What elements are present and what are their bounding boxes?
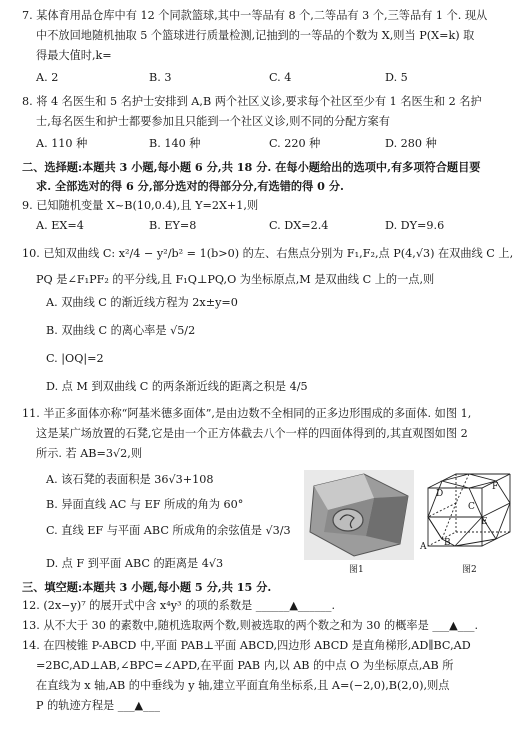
q7-option-b: B. 3 xyxy=(149,71,172,84)
q9-option-c: C. DX=2.4 xyxy=(269,219,329,232)
q10-line1: 10. 已知双曲线 C: x²/4 − y²/b² = 1(b>0) 的左、右焦点分别为 F₁,F₂,点 P(4,√3) 在双曲线 C 上, xyxy=(22,247,514,260)
figure1-caption: 图1 xyxy=(349,565,364,575)
label-b: B xyxy=(444,538,451,548)
q10-option-c: C. |OQ|=2 xyxy=(46,352,104,365)
q11-option-b: B. 异面直线 AC 与 EF 所成的角为 60° xyxy=(46,498,244,511)
q8-line2: 士,每名医生和护士都要参加且只能到一个社区义诊,则不同的分配方案有 xyxy=(36,115,390,128)
q11-option-c: C. 直线 EF 与平面 ABC 所成角的余弦值是 √3/3 xyxy=(46,524,291,537)
q9-option-d: D. DY=9.6 xyxy=(385,219,445,232)
section2-heading-line1: 二、选择题:本题共 3 小题,每小题 6 分,共 18 分. 在每小题给出的选项中,有多项符合题目要 xyxy=(22,160,481,174)
stone-bench-photo xyxy=(304,470,414,560)
q10-option-a: A. 双曲线 C 的渐近线方程为 2x±y=0 xyxy=(46,296,238,309)
q14-line2: =2BC,AD⊥AB,∠BPC=∠APD,在平面 PAB 内,以 AB 的中点 O 为坐标原点,AB 所 xyxy=(36,659,454,672)
q9-option-a: A. EX=4 xyxy=(36,219,84,232)
q11-line1: 11. 半正多面体亦称“阿基米德多面体”,是由边数不全相同的正多边形围成的多面体. 如图 1, xyxy=(22,407,472,420)
q7-option-a: A. 2 xyxy=(36,71,59,84)
label-c: C xyxy=(468,502,475,512)
q7-line2: 中不放回地随机抽取 5 个篮球进行质量检测,记抽到的一等品的个数为 X,则当 P(X=k) 取 xyxy=(36,29,475,42)
label-d: D xyxy=(436,489,444,499)
q11-option-a: A. 该石凳的表面积是 36√3+108 xyxy=(46,473,214,486)
q14-line4: P 的轨迹方程是 ___▲___ xyxy=(36,699,160,712)
q12-line: 12. (2x−y)⁷ 的展开式中含 x⁴y³ 的项的系数是 ______▲______. xyxy=(22,599,336,612)
label-a: A xyxy=(420,542,427,552)
cuboctahedron-diagram xyxy=(418,468,518,560)
q7-line3: 得最大值时,k= xyxy=(36,49,112,62)
label-f: F xyxy=(492,482,499,492)
q7-option-d: D. 5 xyxy=(385,71,408,84)
q7-line1: 7. 某体育用品仓库中有 12 个同款篮球,其中一等品有 8 个,二等品有 3 个,三等品有 1 个. 现从 xyxy=(22,9,488,22)
q14-line3: 在直线为 x 轴,AB 的中垂线为 y 轴,建立平面直角坐标系,且 A=(−2,0),B(2,0),则点 xyxy=(36,679,450,692)
q7-option-c: C. 4 xyxy=(269,71,292,84)
label-e: E xyxy=(481,517,488,527)
q8-option-a: A. 110 种 xyxy=(36,137,88,150)
q10-line2: PQ 是∠F₁PF₂ 的平分线,且 F₁Q⊥PQ,O 为坐标原点,M 是双曲线 C 上的一点,则 xyxy=(36,273,435,286)
q13-line: 13. 从不大于 30 的素数中,随机选取两个数,则被选取的两个数之和为 30 的概率是 ___▲___. xyxy=(22,619,479,632)
q8-option-d: D. 280 种 xyxy=(385,137,437,150)
section2-heading-line2: 求. 全部选对的得 6 分,部分选对的得部分分,有选错的得 0 分. xyxy=(36,179,344,193)
q11-line3: 所示. 若 AB=3√2,则 xyxy=(36,447,143,460)
q8-option-c: C. 220 种 xyxy=(269,137,321,150)
q11-option-d: D. 点 F 到平面 ABC 的距离是 4√3 xyxy=(46,557,224,570)
q10-option-d: D. 点 M 到双曲线 C 的两条渐近线的距离之积是 4/5 xyxy=(46,380,308,393)
q14-line1: 14. 在四棱锥 P-ABCD 中,平面 PAB⊥平面 ABCD,四边形 ABCD 是直角梯形,AD∥BC,AD xyxy=(22,639,471,652)
figure2-caption: 图2 xyxy=(462,565,477,575)
q9-line1: 9. 已知随机变量 X~B(10,0.4),且 Y=2X+1,则 xyxy=(22,199,259,212)
q8-line1: 8. 将 4 名医生和 5 名护士安排到 A,B 两个社区义诊,要求每个社区至少有 1 名医生和 2 名护 xyxy=(22,95,482,108)
q11-line2: 这是某广场放置的石凳,它是由一个正方体截去八个一样的四面体得到的,其直观图如图 2 xyxy=(36,427,468,440)
q8-option-b: B. 140 种 xyxy=(149,137,201,150)
q9-option-b: B. EY=8 xyxy=(149,219,197,232)
q10-option-b: B. 双曲线 C 的离心率是 √5/2 xyxy=(46,324,196,337)
section3-heading: 三、填空题:本题共 3 小题,每小题 5 分,共 15 分. xyxy=(22,580,272,594)
